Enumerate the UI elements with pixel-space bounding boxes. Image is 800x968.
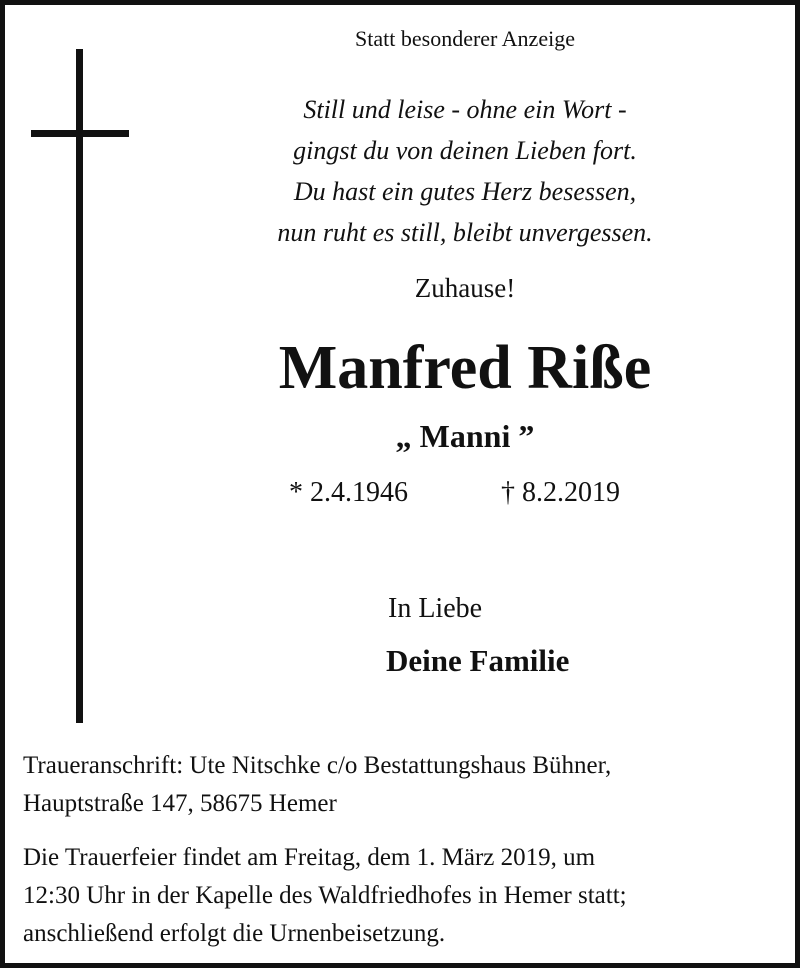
home-text: Zuhause! (414, 273, 516, 303)
poem-line: nun ruht es still, bleibt unvergessen. (277, 218, 653, 247)
service-line: anschließend erfolgt die Urnenbeisetzung. (23, 920, 446, 947)
mourning-address (23, 747, 793, 823)
address-line: Hauptstraße 147, 58675 Hemer (23, 790, 337, 817)
poem-line: Still und leise - ohne ein Wort - (303, 95, 627, 124)
funeral-service-info (23, 839, 793, 953)
address-line: Traueranschrift: Ute Nitschke c/o Bestattungshaus Bühner, (23, 752, 612, 779)
death-date: † 8.2.2019 (501, 477, 620, 508)
service-line: 12:30 Uhr in der Kapelle des Waldfriedhofes in Hemer statt; (23, 882, 627, 909)
announcement-heading: Statt besonderer Anzeige (355, 26, 575, 51)
closing-family: Deine Familie (386, 643, 570, 678)
poem-line: gingst du von deinen Lieben fort. (293, 136, 637, 165)
cross-icon-crossbar (31, 130, 129, 137)
poem-line: Du hast ein gutes Herz besessen, (293, 177, 637, 206)
closing-love: In Liebe (388, 593, 483, 624)
memorial-poem (125, 89, 800, 253)
deceased-name: Manfred Riße (278, 334, 652, 402)
cross-icon (76, 49, 83, 723)
birth-date: * 2.4.1946 (289, 477, 408, 508)
service-line: Die Trauerfeier findet am Freitag, dem 1. März 2019, um (23, 844, 596, 871)
deceased-nickname: „ Manni ” (395, 418, 535, 454)
